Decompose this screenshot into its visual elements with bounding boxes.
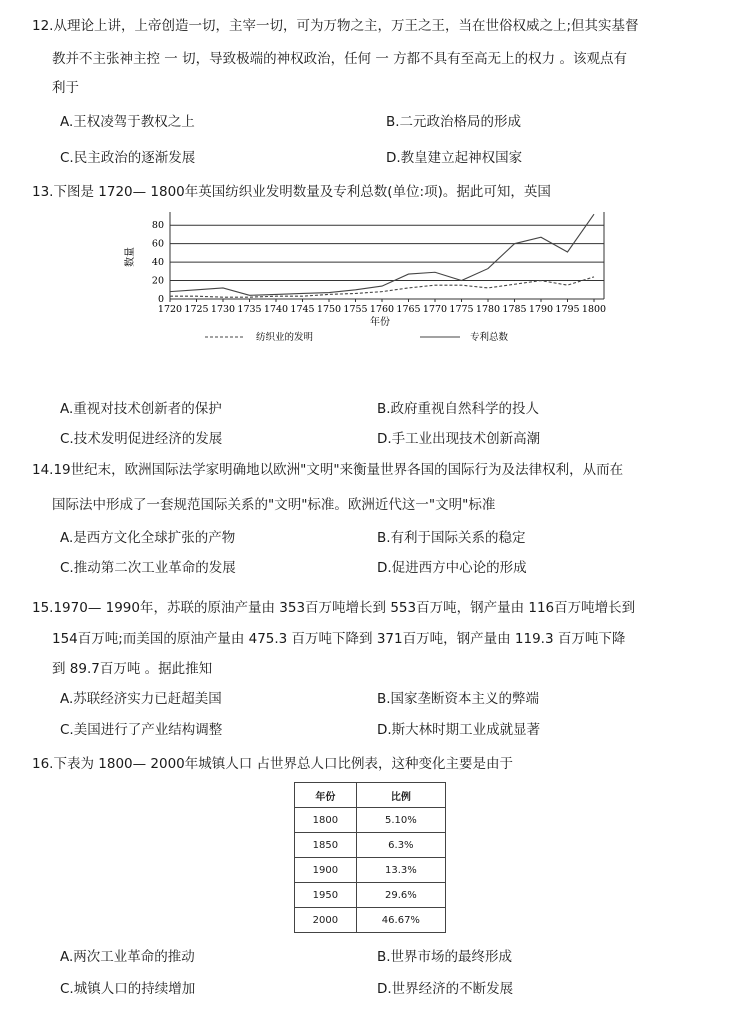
chart-x-tick-label: 1750: [316, 304, 342, 315]
chart-x-axis-label: 年份: [370, 317, 390, 328]
q15-stem-line-1: 15.1970— 1990年，苏联的原油产量由 353百万吨增长到 553百万吨，钢产量由 116百万吨增长到: [32, 600, 636, 616]
chart-y-axis-label: 数量: [125, 247, 136, 267]
chart-y-tick-label: 20: [151, 275, 164, 287]
q14-option-b[interactable]: B.有利于国际关系的稳定: [377, 530, 526, 546]
chart-x-tick-label: 1735: [237, 304, 262, 315]
q14-stem-line-2: 国际法中形成了一套规范国际关系的"文明"标准。欧洲近代这一"文明"标准: [52, 497, 496, 513]
q15-stem-line-3: 到 89.7百万吨 。据此推知: [52, 661, 213, 677]
series-line-inventions: [170, 277, 594, 297]
table-cell-year: 1900: [295, 858, 357, 883]
q15-option-d[interactable]: D.斯大林时期工业成就显著: [377, 722, 541, 738]
chart-x-tick-label: 1800: [581, 304, 607, 315]
table-row: [295, 883, 446, 908]
urban-population-table: [294, 782, 446, 933]
q15-option-c[interactable]: C.美国进行了产业结构调整: [60, 722, 223, 738]
chart-x-tick-label: 1760: [369, 304, 395, 315]
q12-option-a[interactable]: A.王权凌驾于教权之上: [60, 114, 195, 130]
table-header-ratio: 比例: [356, 783, 445, 808]
q12-option-b[interactable]: B.二元政治格局的形成: [386, 114, 522, 130]
chart-y-tick-label: 60: [151, 238, 164, 250]
q15-stem-line-2: 154百万吨;而美国的原油产量由 475.3 百万吨下降到 371百万吨，钢产量由 119.3 百万吨下降: [52, 631, 626, 647]
table-cell-ratio: 6.3%: [356, 833, 445, 858]
q13-option-a[interactable]: A.重视对技术创新者的保护: [60, 401, 222, 417]
chart-y-tick-label: 40: [151, 257, 164, 269]
q16-option-c[interactable]: C.城镇人口的持续增加: [60, 981, 196, 997]
table-row: [295, 808, 446, 833]
chart-x-tick-label: 1745: [290, 304, 315, 315]
q12-stem-line-2: 教并不主张神主控 一 切，导致极端的神权政治，任何 一 方都不具有至高无上的权力 。该观点有: [52, 51, 627, 67]
chart-x-tick-label: 1765: [396, 304, 421, 315]
q13-option-c[interactable]: C.技术发明促进经济的发展: [60, 431, 223, 447]
chart-y-tick-label: 80: [151, 220, 164, 232]
chart-x-tick-label: 1740: [263, 304, 289, 315]
table-cell-year: 2000: [295, 908, 357, 933]
table-row: [295, 858, 446, 883]
q12-stem-line-1: 12.从理论上讲，上帝创造一切，主宰一切，可为万物之主，万王之王，当在世俗权威之上;但其实基督: [32, 18, 639, 34]
q15-option-b[interactable]: B.国家垄断资本主义的弊端: [377, 691, 540, 707]
table-cell-year: 1950: [295, 883, 357, 908]
chart-x-tick-label: 1780: [475, 304, 501, 315]
q16-option-d[interactable]: D.世界经济的不断发展: [377, 981, 514, 997]
q15-option-a[interactable]: A.苏联经济实力已赶超美国: [60, 691, 222, 707]
chart-x-tick-label: 1770: [422, 304, 448, 315]
series-line-patents: [170, 214, 594, 295]
legend-label-patents: 专利总数: [470, 332, 509, 343]
q16-option-b[interactable]: B.世界市场的最终形成: [377, 949, 513, 965]
q16-option-a[interactable]: A.两次工业革命的推动: [60, 949, 195, 965]
q14-option-a[interactable]: A.是西方文化全球扩张的产物: [60, 530, 236, 546]
q14-option-c[interactable]: C.推动第二次工业革命的发展: [60, 560, 236, 576]
table-cell-ratio: 5.10%: [356, 808, 445, 833]
q12-stem-line-3: 利于: [52, 80, 79, 96]
chart-x-tick-label: 1730: [210, 304, 236, 315]
q12-option-d[interactable]: D.教皇建立起神权国家: [386, 150, 523, 166]
q13-option-b[interactable]: B.政府重视自然科学的投人: [377, 401, 540, 417]
chart-x-tick-label: 1785: [502, 304, 527, 315]
patent-line-chart: [0, 200, 733, 400]
table-row: [295, 833, 446, 858]
q16-stem: 16.下表为 1800— 2000年城镇人口 占世界总人口比例表，这种变化主要是由于: [32, 756, 514, 772]
q13-stem: 13.下图是 1720— 1800年英国纺织业发明数量及专利总数(单位:项)。据此可知，英国: [32, 184, 551, 200]
chart-x-tick-label: 1720: [157, 304, 183, 315]
table-cell-ratio: 13.3%: [356, 858, 445, 883]
chart-x-tick-label: 1790: [528, 304, 554, 315]
chart-x-tick-label: 1755: [343, 304, 368, 315]
table-cell-year: 1850: [295, 833, 357, 858]
table-row: [295, 908, 446, 933]
chart-x-tick-label: 1725: [184, 304, 209, 315]
chart-x-tick-label: 1795: [555, 304, 580, 315]
table-cell-ratio: 46.67%: [356, 908, 445, 933]
chart-y-tick-label: 0: [157, 294, 164, 305]
table-header-row: [295, 783, 446, 808]
q14-option-d[interactable]: D.促进西方中心论的形成: [377, 560, 527, 576]
table-cell-year: 1800: [295, 808, 357, 833]
chart-x-tick-label: 1775: [449, 304, 474, 315]
q12-option-c[interactable]: C.民主政治的逐渐发展: [60, 150, 196, 166]
q14-stem-line-1: 14.19世纪末，欧洲国际法学家明确地以欧洲"文明"来衡量世界各国的国际行为及法律权利，从而在: [32, 462, 624, 478]
legend-label-inventions: 纺织业的发明: [256, 332, 314, 343]
q13-option-d[interactable]: D.手工业出现技术创新高潮: [377, 431, 541, 447]
table-cell-ratio: 29.6%: [356, 883, 445, 908]
table-header-year: 年份: [295, 783, 357, 808]
